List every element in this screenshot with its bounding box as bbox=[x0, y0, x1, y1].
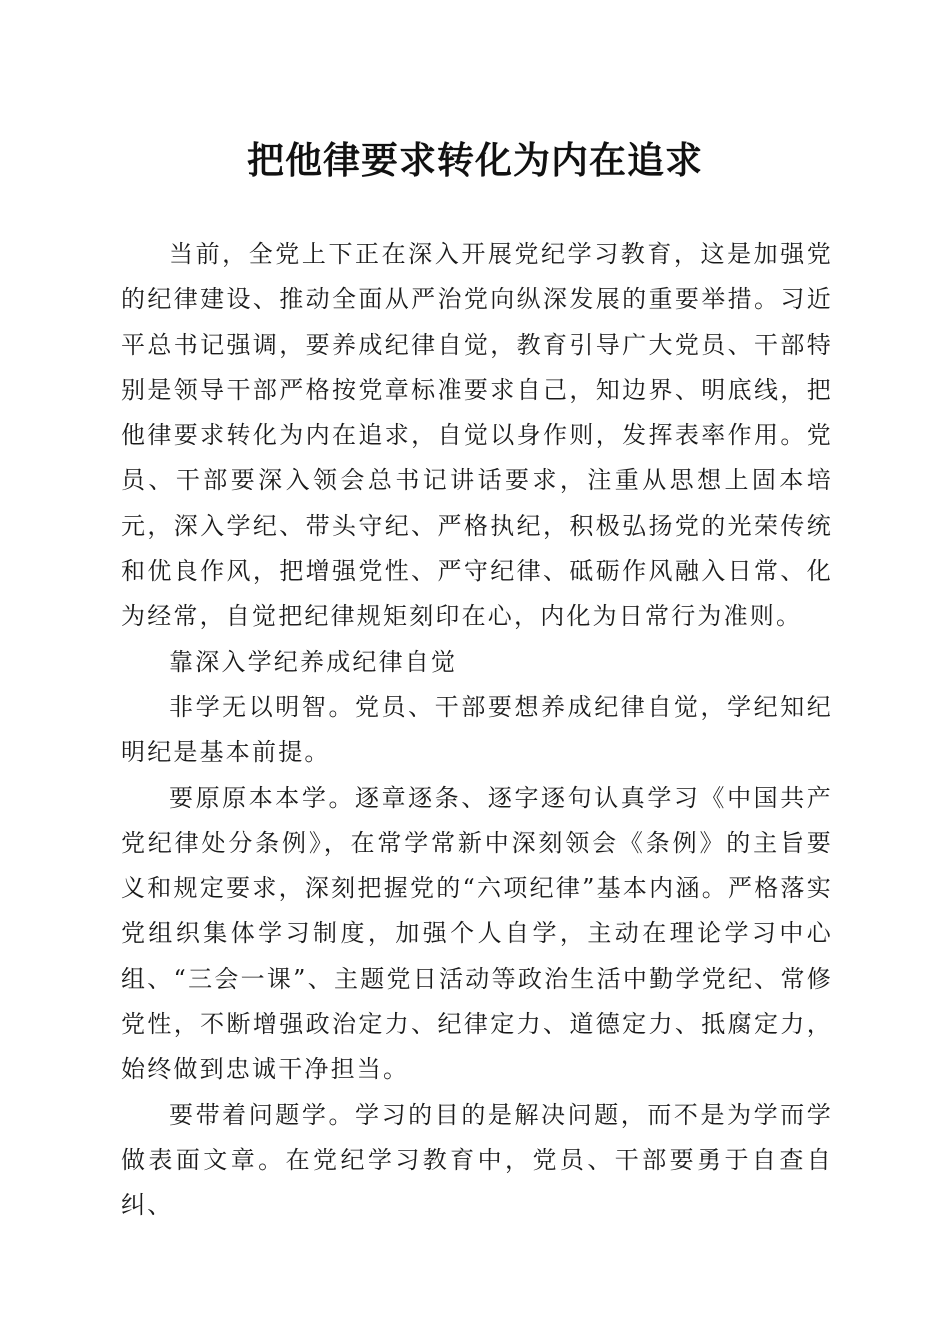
section-heading: 靠深入学纪养成纪律自觉 bbox=[169, 647, 458, 676]
document-body bbox=[121, 232, 833, 1229]
paragraph-premise: 非学无以明智。党员、干部要想养成纪律自觉，学纪知纪明纪是基本前提。 bbox=[121, 692, 833, 767]
paragraph-study-thoroughly: 要原原本本学。逐章逐条、逐字逐句认真学习《中国共产党纪律处分条例》，在常学常新中深刻领会《条例》的主旨要义和规定要求，深刻把握党的“六项纪律”基本内涵。严格落实党组织集体学习制度，加强个人自学，主动在理论学习中心组、“三会一课”、主题党日活动等政治生活中勤学党纪、常修党性，不断增强政治定力、纪律定力、道德定力、抵腐定力，始终做到忠诚干净担当。 bbox=[121, 783, 833, 1084]
document-title: 把他律要求转化为内在追求 bbox=[247, 138, 703, 182]
paragraph-study-with-problems: 要带着问题学。学习的目的是解决问题，而不是为学而学做表面文章。在党纪学习教育中，党员、干部要勇于自查自纠、 bbox=[121, 1100, 833, 1220]
paragraph-intro: 当前，全党上下正在深入开展党纪学习教育，这是加强党的纪律建设、推动全面从严治党向纵深发展的重要举措。习近平总书记强调，要养成纪律自觉，教育引导广大党员、干部特别是领导干部严格按党章标准要求自己，知边界、明底线，把他律要求转化为内在追求，自觉以身作则，发挥表率作用。党员、干部要深入领会总书记讲话要求，注重从思想上固本培元，深入学纪、带头守纪、严格执纪，积极弘扬党的光荣传统和优良作风，把增强党性、严守纪律、砥砺作风融入日常、化为经常，自觉把纪律规矩刻印在心，内化为日常行为准则。 bbox=[121, 240, 833, 631]
